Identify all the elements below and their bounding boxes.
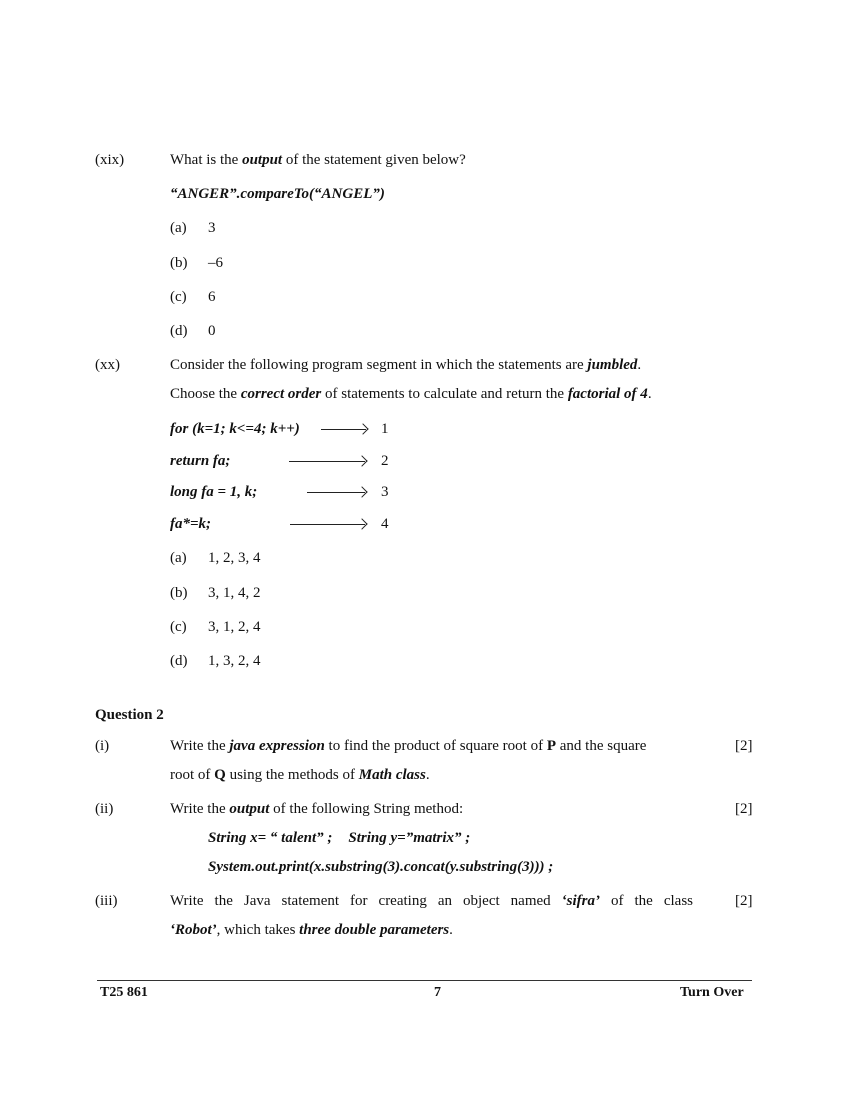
option: (d) 1, 3, 2, 4 xyxy=(170,653,261,669)
option: (a) 3 xyxy=(170,220,216,236)
marks: [2] xyxy=(735,738,753,754)
arrow-right-icon xyxy=(307,492,365,493)
marks: [2] xyxy=(735,801,753,817)
text: of the statement given below? xyxy=(282,152,466,168)
paper-code: T25 861 xyxy=(100,985,148,1000)
statement-code: fa*=k; xyxy=(170,516,212,532)
question-number: (iii) xyxy=(95,893,118,909)
marks: [2] xyxy=(735,893,753,909)
statement-number: 3 xyxy=(381,484,389,500)
statement-number: 2 xyxy=(381,453,389,469)
option: (c) 6 xyxy=(170,289,216,305)
question-text xyxy=(170,151,466,169)
text: What is the xyxy=(170,152,243,168)
question-text: root of Q using the methods of Math class. xyxy=(170,767,430,783)
emphasis: output xyxy=(242,152,283,168)
footer-divider xyxy=(97,980,752,981)
statement-number: 4 xyxy=(381,516,389,532)
question-number: (ii) xyxy=(95,801,114,817)
arrow-right-icon xyxy=(321,429,366,430)
question-text: Consider the following program segment in which the statements are jumbled. xyxy=(170,357,642,373)
question-number: (xix) xyxy=(95,152,125,168)
question-number: (i) xyxy=(95,738,110,754)
arrow-right-icon xyxy=(290,524,365,525)
question-text: Choose the correct order of statements to calculate and return the factorial of 4. xyxy=(170,386,652,402)
question-text: ‘Robot’, which takes three double parameters. xyxy=(170,922,453,938)
question-text: Write the java expression to find the product of square root of P and the square xyxy=(170,738,647,754)
arrow-right-icon xyxy=(289,461,365,462)
question-text: Write the Java statement for creating an object named ‘sifra’ of the class xyxy=(170,893,694,909)
statement-number: 1 xyxy=(381,421,389,437)
question-number: (xx) xyxy=(95,357,120,373)
option: (b) –6 xyxy=(170,255,223,271)
statement-code: for (k=1; k<=4; k++) xyxy=(170,421,300,437)
option: (b) 3, 1, 4, 2 xyxy=(170,585,261,601)
statement-code: long fa = 1, k; xyxy=(170,484,258,500)
option: (d) 0 xyxy=(170,323,216,339)
code-line: String x= “ talent” ; String y=”matrix” ; xyxy=(208,830,471,846)
section-heading: Question 2 xyxy=(95,707,164,723)
option: (a) 1, 2, 3, 4 xyxy=(170,550,261,566)
statement-code: return fa; xyxy=(170,453,231,469)
question-text: Write the output of the following String method: xyxy=(170,801,464,817)
page-number: 7 xyxy=(434,985,441,1000)
turn-over-label: Turn Over xyxy=(680,985,744,1000)
code-line: “ANGER”.compareTo(“ANGEL”) xyxy=(170,186,385,202)
code-line: System.out.print(x.substring(3).concat(y.substring(3))) ; xyxy=(208,859,554,875)
option: (c) 3, 1, 2, 4 xyxy=(170,619,261,635)
